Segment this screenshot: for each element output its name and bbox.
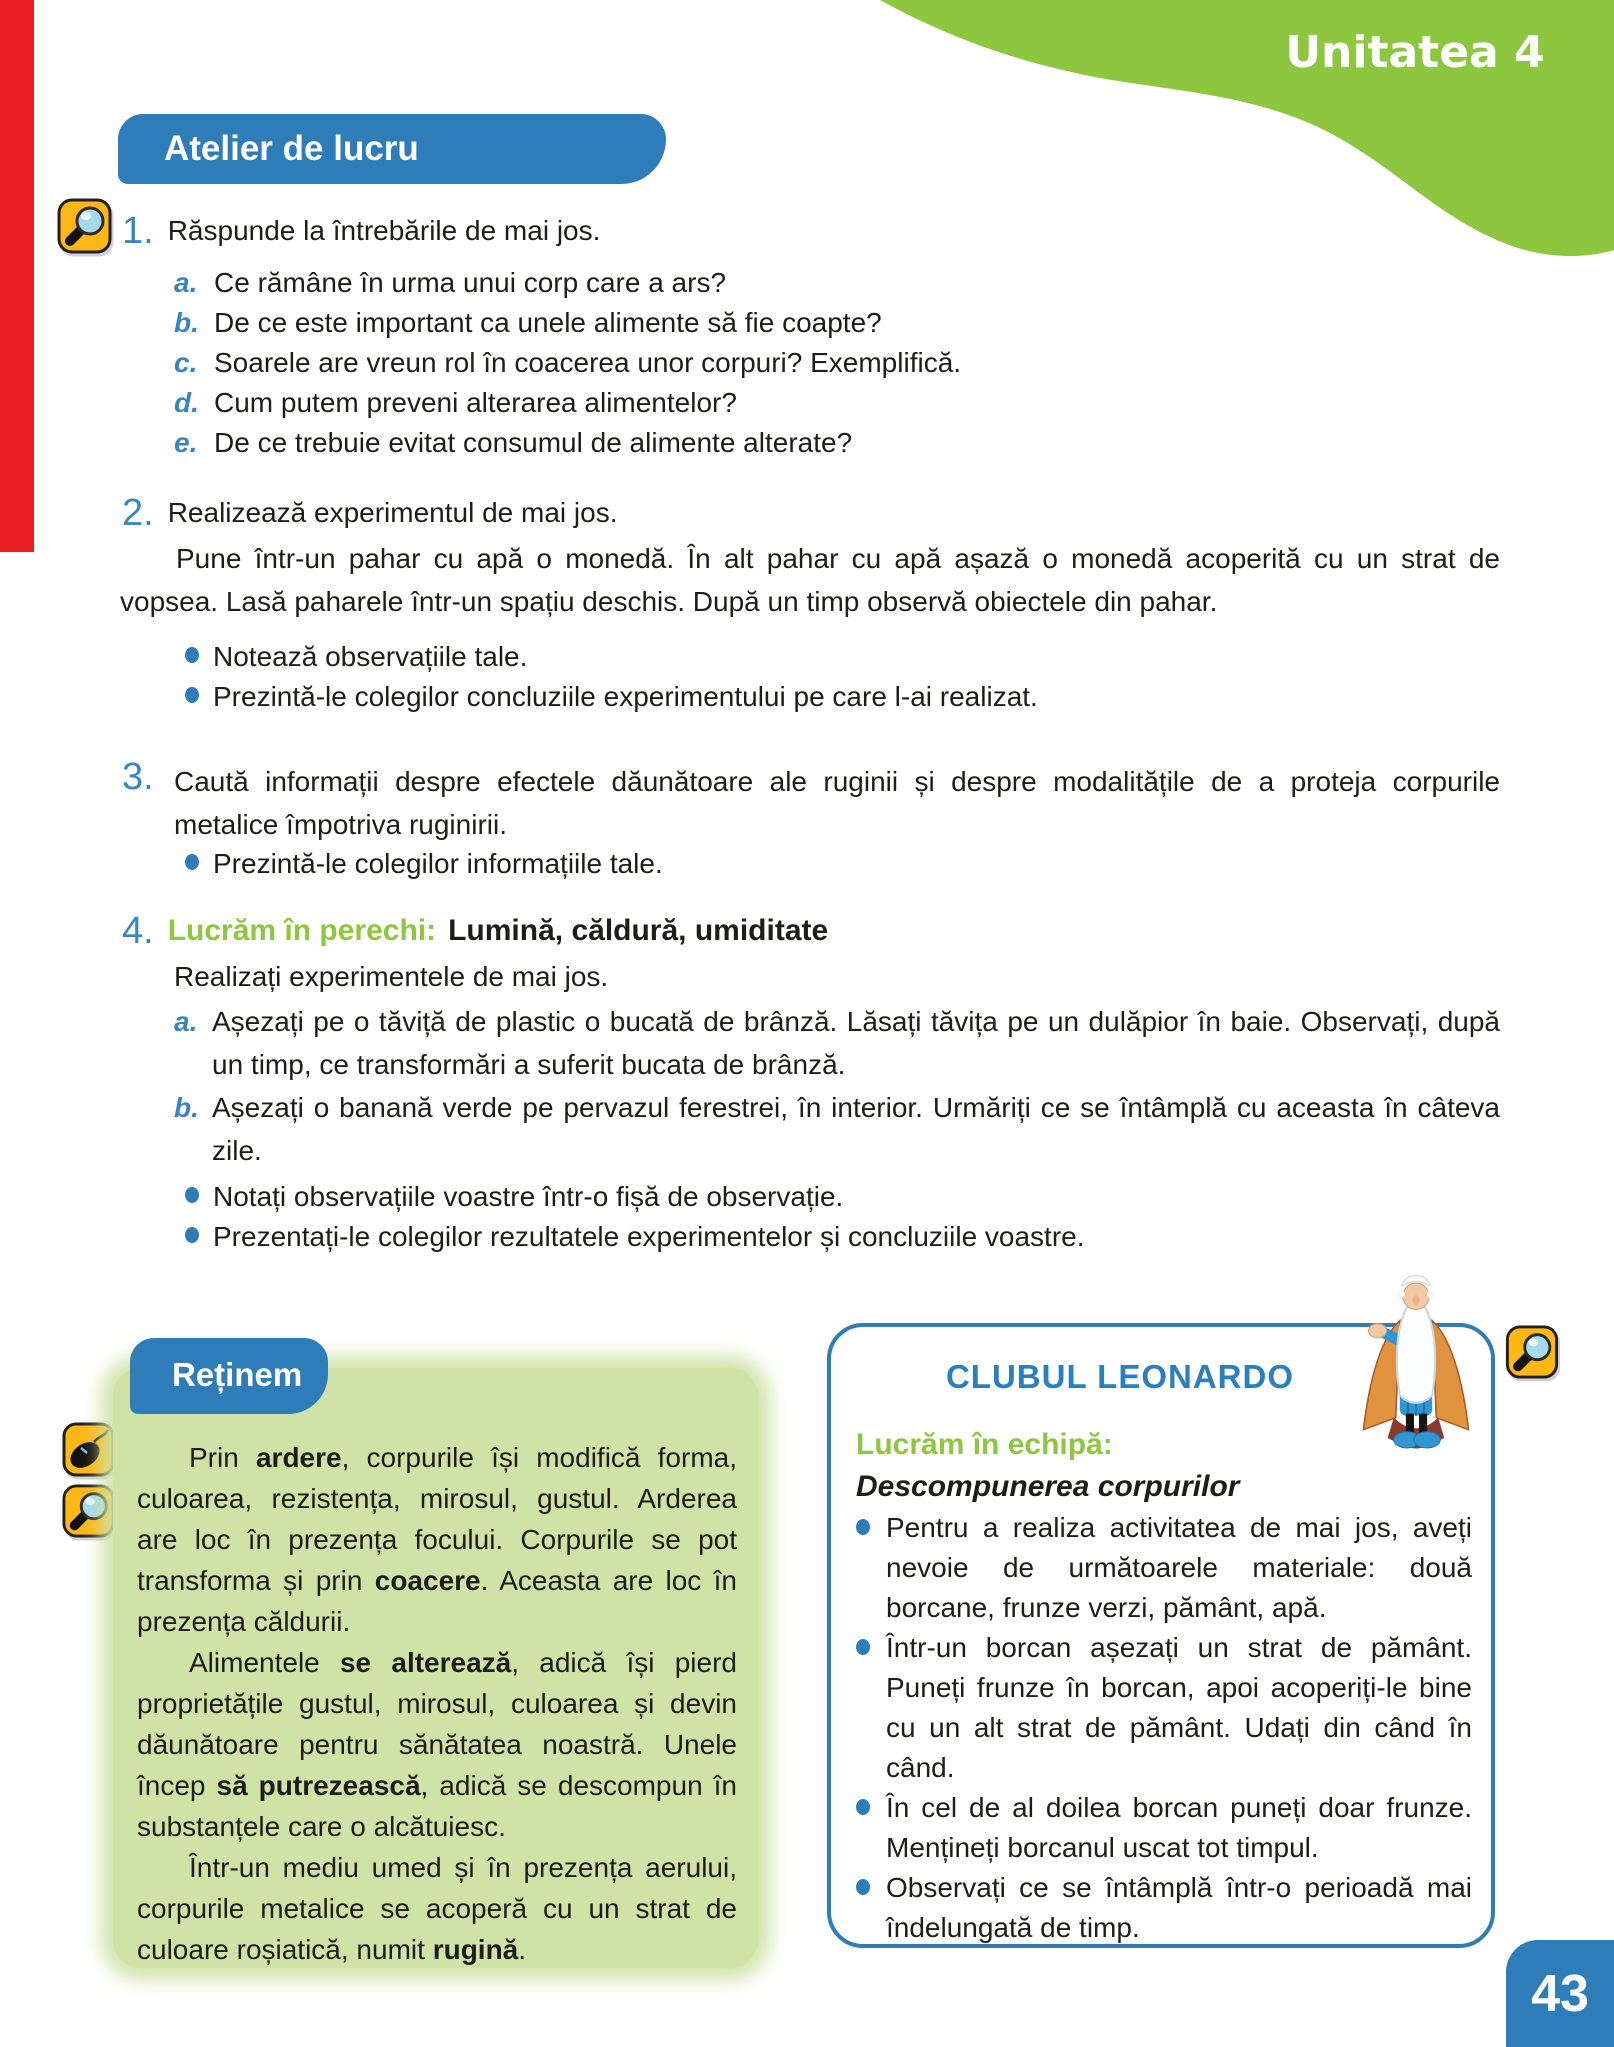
unit-label: Unitatea 4 (1285, 27, 1545, 78)
exercise-4-title: Lumină, căldură, umiditate (448, 914, 829, 947)
exercise-2-paragraph: Pune într-un pahar cu apă o monedă. În alt pahar cu apă așază o monedă acoperită cu un strat de vopsea. Lasă paharele într-un spațiu deschis. După un timp observă obiectele din pahar. (120, 543, 1500, 617)
bullet-icon (185, 687, 199, 703)
bullet-icon (856, 1519, 870, 1535)
page-number: 43 (1531, 1964, 1589, 2023)
exercise-1 (122, 212, 600, 250)
chapter-color-tab (0, 0, 34, 552)
bullet-icon (185, 854, 199, 870)
wizard-leonardo-illustration (1352, 1268, 1480, 1450)
retinem-header (130, 1338, 328, 1414)
pair-work-label: Lucrăm în perechi: (167, 914, 437, 947)
section-banner-title: Atelier de lucru (164, 129, 419, 168)
section-banner (118, 114, 666, 184)
list-item: Observați ce se întâmplă într-o perioadă mai îndelungată de timp. (856, 1868, 1472, 1948)
retinem-paragraph: Prin ardere, corpurile își modifică forma, culoarea, rezistența, mirosul, gustul. Arderea are loc în prezența focului. Corpurile se pot transforma și prin coacere. Aceasta are loc în prezența căldurii. (137, 1442, 738, 1637)
list-item: Notează observațiile tale. (185, 638, 1503, 676)
exercise-4b: b. Așezați o banană verde pe pervazul ferestrei, în interior. Urmăriți ce se întâmplă cu aceasta în câteva zile. (174, 1092, 1500, 1166)
magnifier-icon (57, 197, 112, 255)
list-item: Într-un borcan așezați un strat de pământ. Puneți frunze în borcan, apoi acoperiți-le bine cu un alt strat de pământ. Udați din când în când. (856, 1628, 1472, 1788)
exercise-1e: e. De ce trebuie evitat consumul de alimente alterate? (174, 427, 853, 458)
exercise-1c: c. Soarele are vreun rol în coacerea unor corpuri? Exemplifică. (174, 347, 962, 378)
list-item: Prezintă-le colegilor concluziile experimentului pe care l-ai realizat. (185, 678, 1503, 716)
retinem-paragraph: Alimentele se alterează, adică își pierd proprietățile gustul, mirosul, culoarea și devin dăunătoare pentru sănătatea noastră. Unele încep să putrezească, adică se descompun în substanțele care o alcătuiesc. (137, 1647, 737, 1842)
magnifier-icon (1505, 1324, 1559, 1380)
exercise-4: 4. Lucrăm în perechi: Lumină, căldură, umiditate (122, 910, 829, 952)
unit-header-wave (854, 0, 1614, 280)
exercise-3: 3. Caută informații despre efectele dăunătoare ale ruginii și despre modalitățile de a proteja corpurile metalice împotriva ruginirii. (122, 756, 1500, 840)
bullet-icon (856, 1799, 870, 1815)
leonardo-bullet-list (856, 1508, 1472, 1948)
bullet-icon (856, 1879, 870, 1895)
list-item: Prezentați-le colegilor rezultatele experimentelor și concluziile voastre. (185, 1218, 1503, 1256)
retinem-title: Reținem (172, 1356, 303, 1393)
exercise-1-text: Răspunde la întrebările de mai jos. (167, 215, 601, 246)
list-item: Notați observațiile voastre într-o fișă de observație. (185, 1178, 1503, 1216)
bullet-icon (856, 1639, 870, 1655)
bullet-icon (185, 1227, 199, 1243)
page-number-badge (1506, 1940, 1614, 2047)
bullet-icon (185, 647, 199, 663)
retinem-paragraph: Într-un mediu umed și în prezența aerului, corpurile metalice se acoperă cu un strat de culoare roșiatică, numit rugină. (137, 1852, 737, 1965)
list-item: În cel de al doilea borcan puneți doar frunze. Mențineți borcanul uscat tot timpul. (856, 1788, 1472, 1868)
retinem-body (137, 1437, 737, 1970)
team-work-label: Lucrăm în echipă: (856, 1428, 1113, 1461)
list-item: Prezintă-le colegilor informațiile tale. (185, 845, 1503, 883)
exercise-4a: a. Așezați pe o tăviță de plastic o bucată de brânză. Lăsați tăvița pe un dulăpior în baie. Observați, după un timp, ce transformări a suferit bucata de brânză. (174, 1006, 1500, 1080)
bullet-icon (185, 1187, 199, 1203)
exercise-2: 2. Realizează experimentul de mai jos. (122, 492, 618, 534)
leonardo-club-title: CLUBUL LEONARDO (945, 1358, 1295, 1395)
mouse-icon (62, 1421, 115, 1478)
leonardo-activity-title: Descompunerea corpurilor (856, 1470, 1240, 1503)
magnifier-icon (62, 1483, 115, 1539)
exercise-1b: b. De ce este important ca unele alimente să fie coapte? (174, 307, 882, 338)
exercise-1d: d. Cum putem preveni alterarea alimentelor? (174, 387, 737, 418)
list-item: Pentru a realiza activitatea de mai jos, aveți nevoie de următoarele materiale: două borcane, frunze verzi, pământ, apă. (856, 1508, 1472, 1628)
exercise-1a: a. Ce rămâne în urma unui corp care a ars? (174, 267, 727, 298)
exercise-1-number: 1. (122, 210, 154, 252)
exercise-4-text: Realizați experimentele de mai jos. (174, 961, 609, 992)
